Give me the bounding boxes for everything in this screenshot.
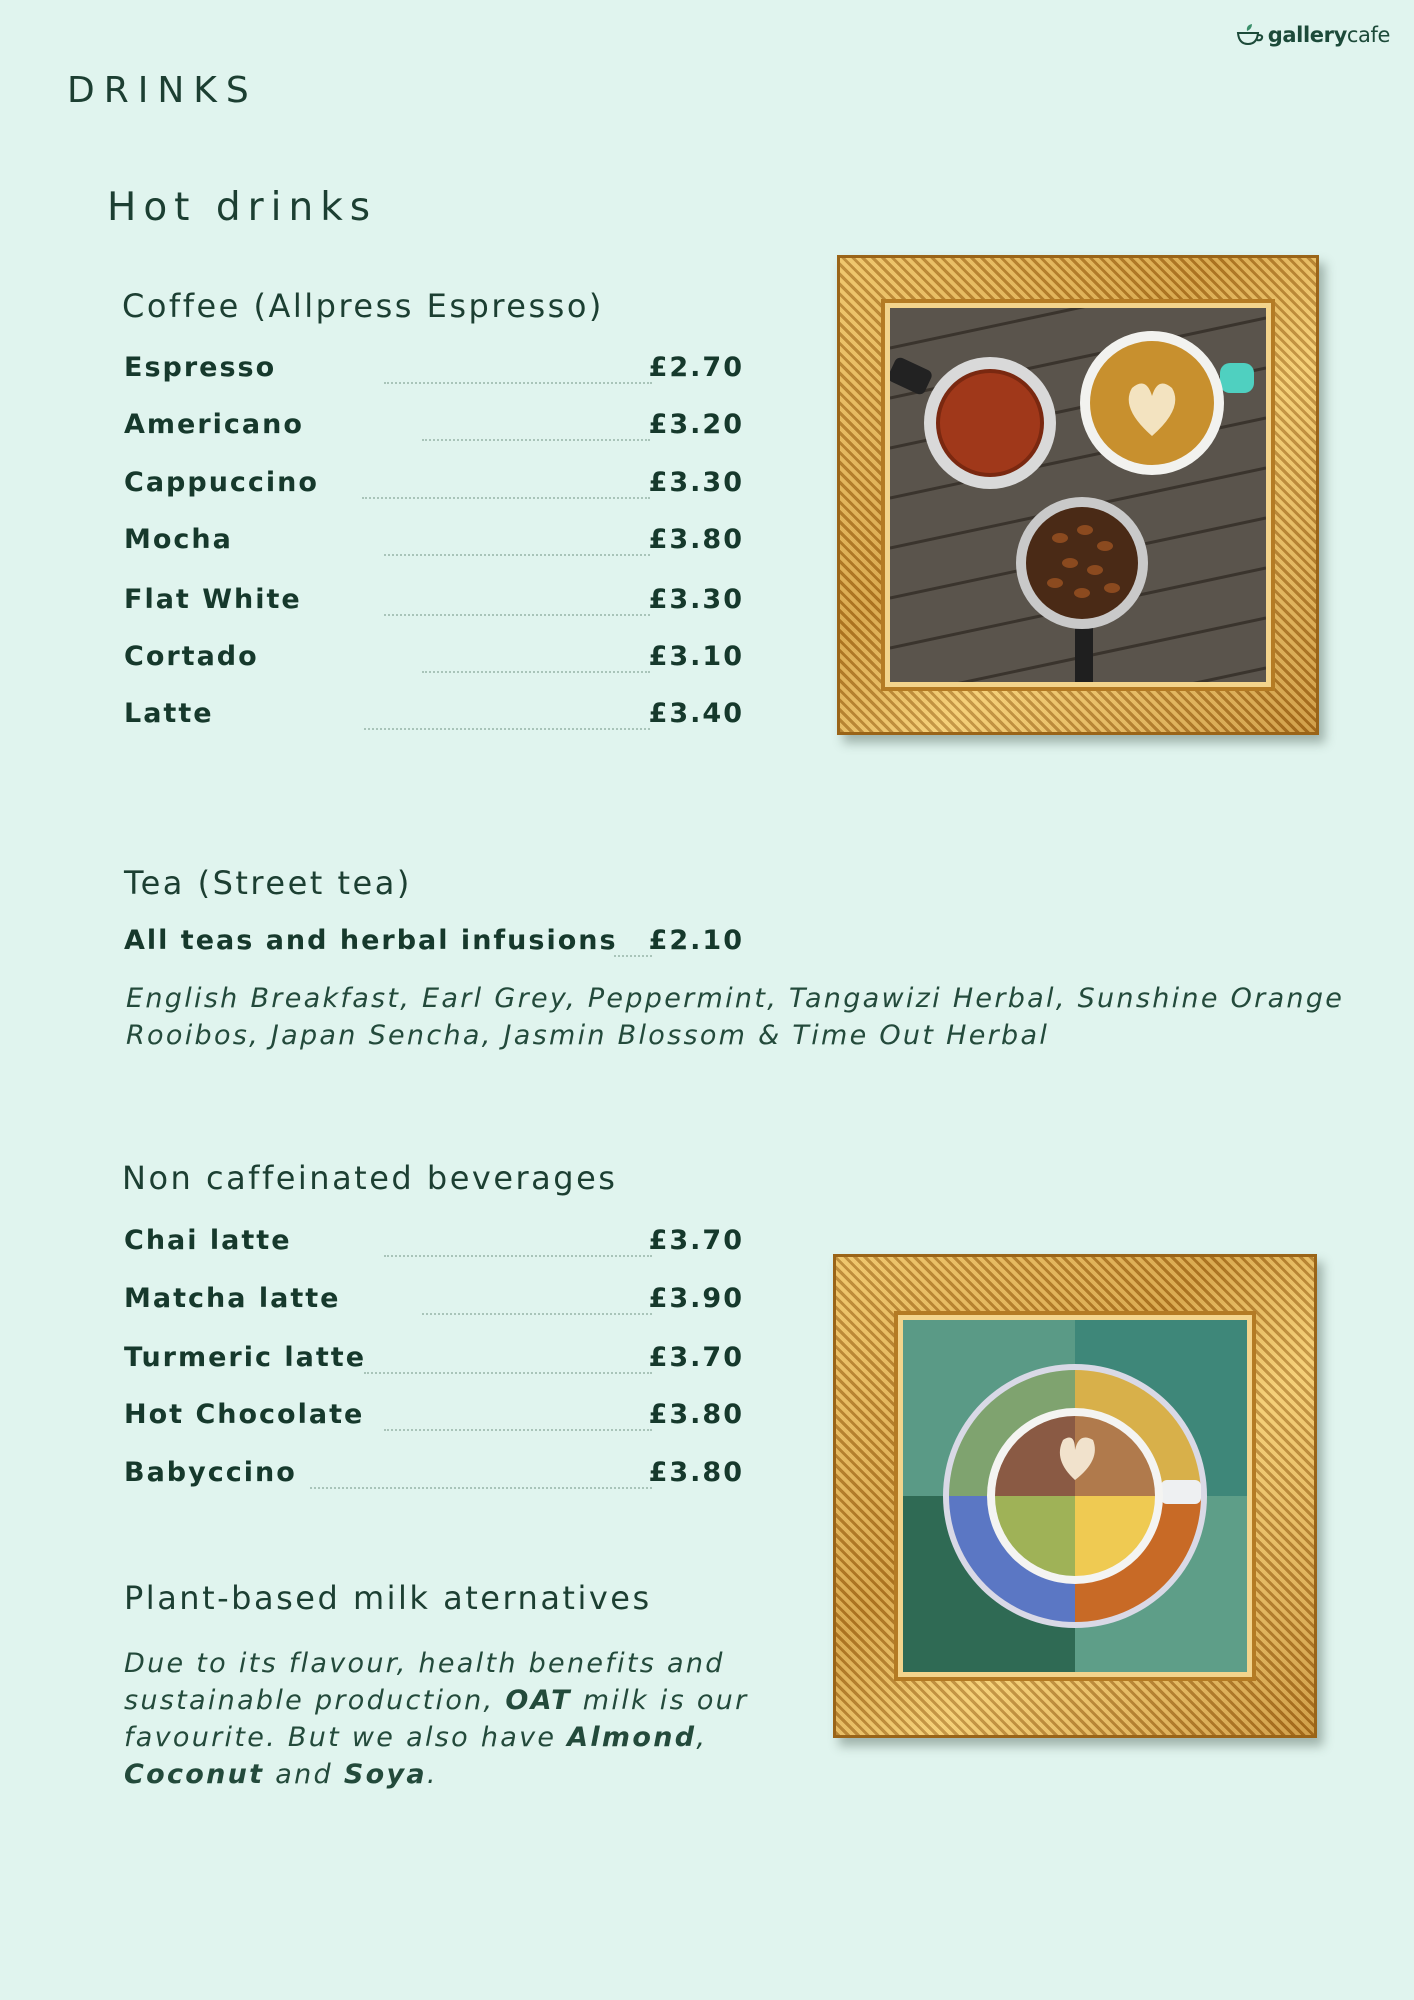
- leader-dots: [384, 382, 652, 384]
- tea-title: Tea (Street tea): [124, 864, 412, 902]
- plant-milk-note: [124, 1645, 749, 1793]
- leader-dots: [364, 1372, 652, 1374]
- item-price: £2.70: [648, 352, 744, 383]
- non-caffeinated-title: Non caffeinated beverages: [122, 1159, 618, 1197]
- item-name: Espresso: [124, 352, 277, 383]
- menu-item: [124, 352, 744, 392]
- page-title: DRINKS: [67, 70, 258, 111]
- menu-item: [124, 1342, 744, 1382]
- item-price: £3.30: [648, 584, 744, 615]
- coffee-title: Coffee (Allpress Espresso): [122, 287, 604, 325]
- leader-dots: [422, 439, 650, 441]
- item-price: £3.10: [648, 641, 744, 672]
- latte-quadrant-image: [903, 1320, 1247, 1672]
- leader-dots: [422, 1313, 652, 1315]
- item-name: Mocha: [124, 524, 233, 555]
- item-name: Americano: [124, 409, 304, 440]
- item-name: Cappuccino: [124, 467, 319, 498]
- menu-item: [124, 1457, 744, 1497]
- menu-item: [124, 641, 744, 681]
- plant-milk-title: Plant-based milk aternatives: [124, 1579, 652, 1617]
- leader-dots: [384, 554, 650, 556]
- tea-varieties-line: English Breakfast, Earl Grey, Peppermint, Tangawizi Herbal, Sunshine Orange: [126, 983, 1345, 1014]
- brand-name: gallerycafe: [1267, 23, 1390, 47]
- note-line: sustainable production, OAT milk is our: [124, 1685, 749, 1716]
- leader-dots: [384, 1255, 652, 1257]
- item-name: Latte: [124, 698, 214, 729]
- item-price: £3.90: [648, 1283, 744, 1314]
- menu-item: [124, 584, 744, 624]
- leader-dots: [362, 497, 650, 499]
- item-name: All teas and herbal infusions: [124, 925, 618, 956]
- leader-dots: [310, 1487, 652, 1489]
- leader-dots: [384, 1429, 652, 1431]
- item-price: £3.70: [648, 1225, 744, 1256]
- menu-item: [124, 524, 744, 564]
- coffee-picture-frame: [837, 255, 1319, 735]
- item-name: Flat White: [124, 584, 302, 615]
- leader-dots: [384, 614, 650, 616]
- item-price: £3.20: [648, 409, 744, 440]
- menu-item: [124, 467, 744, 507]
- cup-icon: [1235, 22, 1265, 48]
- item-price: £3.40: [648, 698, 744, 729]
- leader-dots: [364, 728, 650, 730]
- coffee-cups-image: [890, 308, 1266, 682]
- note-line: Due to its flavour, health benefits and: [124, 1648, 725, 1679]
- item-name: Cortado: [124, 641, 259, 672]
- item-name: Babyccino: [124, 1457, 297, 1488]
- item-price: £2.10: [648, 925, 744, 956]
- note-line: favourite. But we also have Almond,: [124, 1722, 708, 1753]
- note-line: Coconut and Soya.: [124, 1759, 438, 1790]
- menu-item: [124, 1225, 744, 1265]
- item-price: £3.80: [648, 1457, 744, 1488]
- leader-dots: [614, 955, 652, 957]
- item-name: Matcha latte: [124, 1283, 341, 1314]
- item-price: £3.80: [648, 524, 744, 555]
- item-name: Hot Chocolate: [124, 1399, 365, 1430]
- item-price: £3.80: [648, 1399, 744, 1430]
- item-price: £3.30: [648, 467, 744, 498]
- item-name: Turmeric latte: [124, 1342, 367, 1373]
- menu-item: [124, 409, 744, 449]
- item-price: £3.70: [648, 1342, 744, 1373]
- menu-item: [124, 1399, 744, 1439]
- brand-logo: [1235, 22, 1390, 48]
- tea-varieties-line: Rooibos, Japan Sencha, Jasmin Blossom & Time Out Herbal: [126, 1020, 1050, 1051]
- section-title: Hot drinks: [107, 185, 378, 230]
- menu-item: [124, 698, 744, 738]
- menu-item: [124, 925, 744, 965]
- latte-picture-frame: [833, 1254, 1317, 1738]
- leader-dots: [422, 671, 650, 673]
- item-name: Chai latte: [124, 1225, 292, 1256]
- menu-item: [124, 1283, 744, 1323]
